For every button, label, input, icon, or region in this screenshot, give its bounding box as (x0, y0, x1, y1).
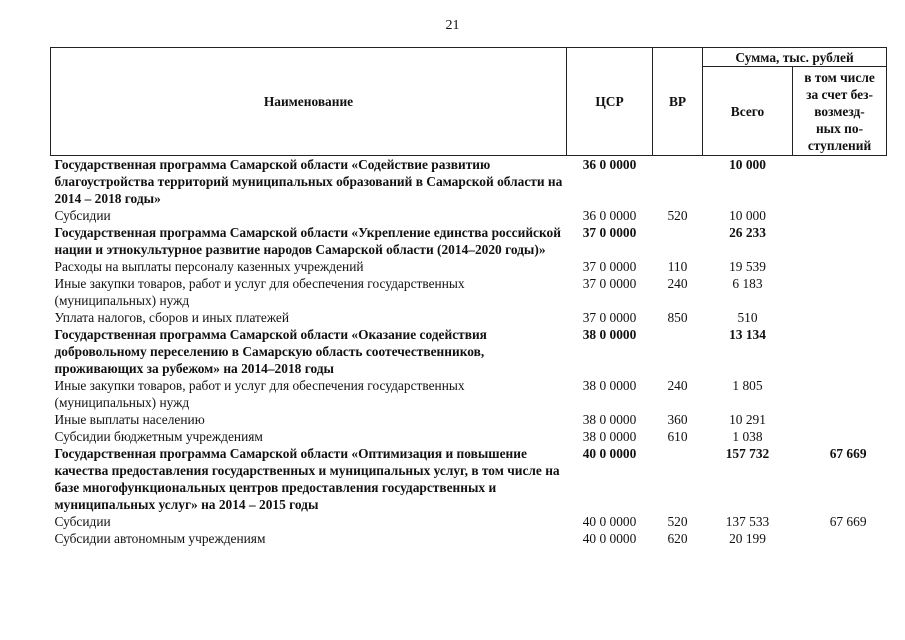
table-row (51, 530, 887, 547)
row-name: Расходы на выплаты персоналу казенных учреждений (54, 259, 364, 274)
row-name: Иные выплаты населению (54, 412, 205, 427)
row-name: Субсидии (54, 208, 111, 223)
row-total: 10 000 (729, 157, 766, 172)
row-total: 10 000 (729, 208, 766, 223)
header-free-line: за счет без- (806, 87, 873, 102)
row-vr (653, 156, 703, 208)
row-total: 26 233 (729, 225, 766, 240)
program-row (51, 326, 887, 377)
table-row (51, 309, 887, 326)
row-csr: 37 0 0000 (582, 225, 637, 240)
row-free (793, 275, 887, 309)
table-row (51, 513, 887, 530)
row-csr: 40 0 0000 (582, 531, 637, 546)
row-csr: 37 0 0000 (582, 276, 637, 291)
row-free (793, 326, 887, 377)
row-vr (653, 326, 703, 377)
row-name: Уплата налогов, сборов и иных платежей (54, 310, 290, 325)
row-vr: 620 (667, 531, 688, 546)
header-sum-group: Сумма, тыс. рублей (703, 48, 887, 67)
row-total: 19 539 (729, 259, 766, 274)
row-total: 137 533 (725, 514, 770, 529)
header-total: Всего (703, 67, 793, 156)
header-csr: ЦСР (567, 48, 653, 156)
row-total: 510 (737, 310, 758, 325)
page-number: 21 (445, 18, 460, 33)
row-total: 6 183 (732, 276, 763, 291)
row-free (793, 411, 887, 428)
row-total: 13 134 (729, 327, 766, 342)
row-free (793, 309, 887, 326)
header-vr: ВР (653, 48, 703, 156)
row-name: Государственная программа Самарской области «Оказание содействия добровольному переселению в Самарскую область соотечественников, проживающих за рубежом» на 2014–2018 годы (54, 327, 487, 376)
row-total: 20 199 (729, 531, 766, 546)
row-free: 67 669 (829, 514, 867, 529)
row-vr: 520 (667, 514, 688, 529)
table-row (51, 411, 887, 428)
header-name: Наименование (51, 48, 567, 156)
row-name: Субсидии бюджетным учреждениям (54, 429, 263, 444)
header-free-line: ступлений (807, 138, 872, 153)
row-csr: 38 0 0000 (582, 327, 637, 342)
row-free (793, 258, 887, 275)
row-csr: 40 0 0000 (582, 446, 637, 461)
row-vr: 240 (667, 276, 688, 291)
row-vr (653, 445, 703, 513)
row-name: Субсидии автономным учреждениям (54, 531, 266, 546)
row-free (793, 207, 887, 224)
program-row (51, 224, 887, 258)
table-row (51, 428, 887, 445)
program-row (51, 156, 887, 208)
row-vr: 360 (667, 412, 688, 427)
row-csr: 36 0 0000 (582, 208, 637, 223)
row-csr: 36 0 0000 (582, 157, 637, 172)
row-name: Государственная программа Самарской области «Оптимизация и повышение качества предоставления государственных и муниципальных услуг, в том числе на базе многофункциональных центров предоставления государственных и муниципальных услуг» на 2014 – 2015 годы (54, 446, 560, 512)
row-free (793, 224, 887, 258)
row-name: Субсидии (54, 514, 111, 529)
row-vr: 850 (667, 310, 688, 325)
row-vr (653, 224, 703, 258)
row-vr: 240 (667, 378, 688, 393)
row-vr: 520 (667, 208, 688, 223)
table-body (51, 156, 887, 548)
row-free: 67 669 (829, 446, 867, 461)
row-total: 1 038 (732, 429, 763, 444)
row-csr: 38 0 0000 (582, 429, 637, 444)
row-csr: 38 0 0000 (582, 378, 637, 393)
row-vr: 110 (667, 259, 688, 274)
row-free (793, 156, 887, 208)
row-csr: 38 0 0000 (582, 412, 637, 427)
row-name: Иные закупки товаров, работ и услуг для обеспечения государственных (муниципальных) нужд (54, 378, 465, 410)
header-free-line: возмезд- (814, 104, 865, 119)
row-name: Иные закупки товаров, работ и услуг для обеспечения государственных (муниципальных) нужд (54, 276, 465, 308)
header-free-line: ных по- (815, 121, 864, 136)
table-row (51, 377, 887, 411)
table-row (51, 275, 887, 309)
row-free (793, 428, 887, 445)
row-free (793, 530, 887, 547)
row-total: 10 291 (729, 412, 766, 427)
row-csr: 40 0 0000 (582, 514, 637, 529)
table-row (51, 207, 887, 224)
table-header (51, 48, 887, 156)
budget-table (50, 47, 887, 547)
header-free (793, 67, 887, 156)
row-csr: 37 0 0000 (582, 259, 637, 274)
row-name: Государственная программа Самарской области «Содействие развитию благоустройства территорий муниципальных образований в Самарской области на 2014 – 2018 годы» (54, 157, 563, 206)
row-total: 1 805 (732, 378, 763, 393)
row-vr: 610 (667, 429, 688, 444)
program-row (51, 445, 887, 513)
row-csr: 37 0 0000 (582, 310, 637, 325)
row-free (793, 377, 887, 411)
row-total: 157 732 (725, 446, 770, 461)
header-free-line: в том числе (804, 70, 875, 85)
table-row (51, 258, 887, 275)
row-name: Государственная программа Самарской области «Укрепление единства российской нации и этнокультурное развитие народов Самарской области (2014–2020 годы)» (54, 225, 561, 257)
